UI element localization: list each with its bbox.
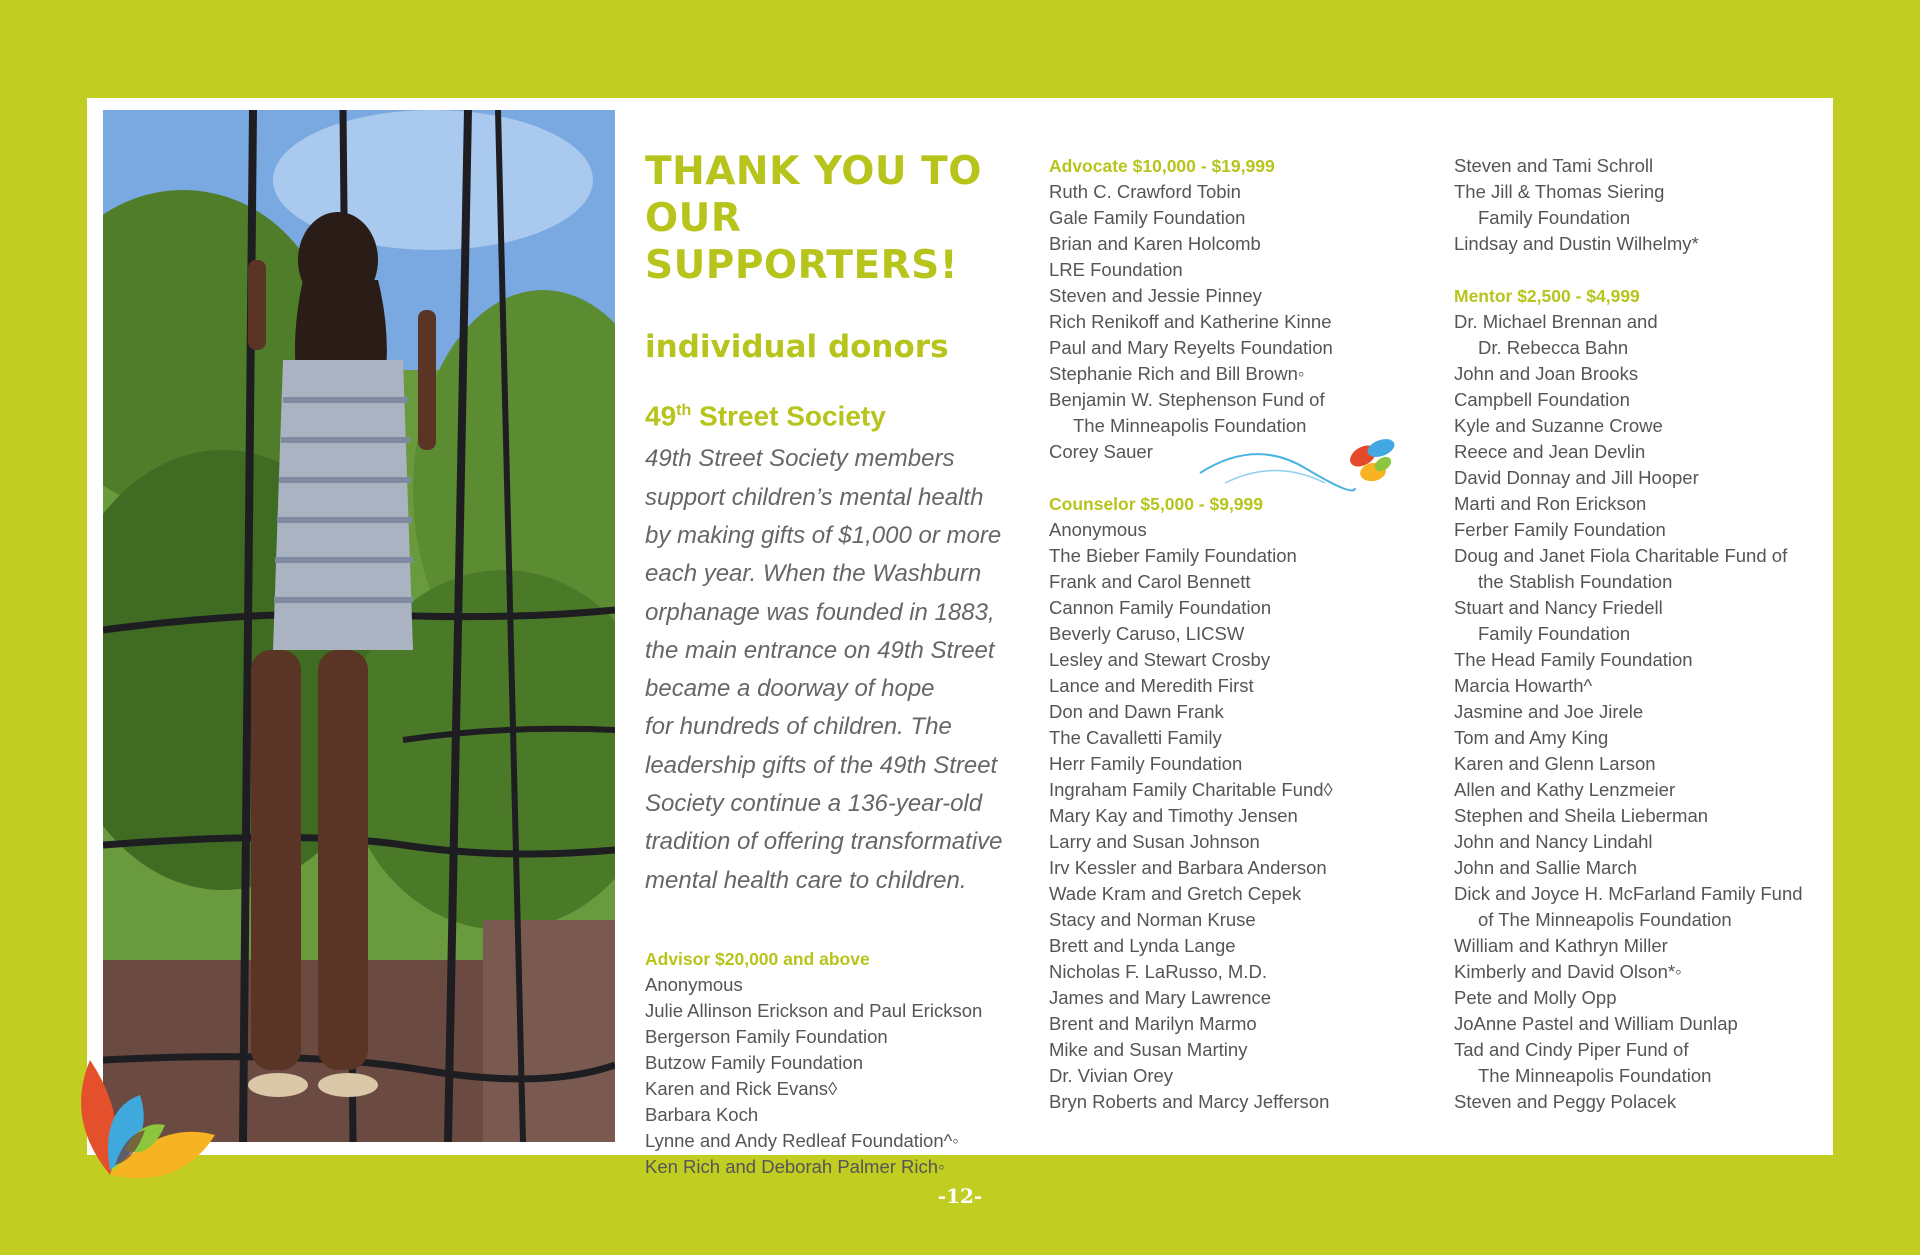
desc-line: orphanage was founded in 1883,: [645, 598, 995, 626]
donor-name: Brian and Karen Holcomb: [1049, 233, 1261, 254]
donor-name: Pete and Molly Opp: [1454, 987, 1617, 1008]
donor-name: Mike and Susan Martiny: [1049, 1039, 1248, 1060]
brochure-page: [87, 98, 1833, 1177]
donor-name-continuation: Family Foundation: [1478, 207, 1631, 228]
donor-name-continuation: The Minneapolis Foundation: [1073, 415, 1307, 436]
donor-name: Lindsay and Dustin Wilhelmy*: [1454, 233, 1699, 254]
headline-line-2: OUR SUPPORTERS!: [645, 196, 959, 288]
society-title-rest: Street Society: [699, 400, 886, 432]
donor-name: David Donnay and Jill Hooper: [1454, 467, 1699, 488]
donor-name: Lynne and Andy Redleaf Foundation^◦: [645, 1129, 959, 1151]
tier-advocate: [1049, 153, 1439, 465]
donor-name-line: Benjamin W. Stephenson Fund of: [1049, 389, 1325, 410]
tier-heading: Advocate $10,000 - $19,999: [1049, 156, 1275, 176]
donor-name: JoAnne Pastel and William Dunlap: [1454, 1013, 1738, 1034]
donor-name: Don and Dawn Frank: [1049, 701, 1224, 722]
donor-name: Cannon Family Foundation: [1049, 597, 1272, 618]
donor-name: William and Kathryn Miller: [1454, 935, 1668, 956]
donor-name: Nicholas F. LaRusso, M.D.: [1049, 961, 1267, 982]
donor-name: Rich Renikoff and Katherine Kinne: [1049, 311, 1332, 332]
donor-name: Marti and Ron Erickson: [1454, 493, 1647, 514]
donor-name: John and Nancy Lindahl: [1454, 831, 1653, 852]
society-title-sup: th: [676, 402, 692, 419]
donor-name: Steven and Tami Schroll: [1454, 155, 1654, 176]
donor-name: Corey Sauer: [1049, 441, 1153, 462]
donor-name: [1454, 1037, 1824, 1089]
donor-name: Gale Family Foundation: [1049, 207, 1246, 228]
girl-climbing-rope-photo: [103, 110, 615, 1142]
donor-name-continuation: Dr. Rebecca Bahn: [1478, 337, 1629, 358]
donor-list: [645, 972, 1025, 1180]
donor-name: Bryn Roberts and Marcy Jefferson: [1049, 1091, 1330, 1112]
donor-name: Lesley and Stewart Crosby: [1049, 649, 1271, 670]
donor-name-line: Tad and Cindy Piper Fund of: [1454, 1039, 1689, 1060]
donor-name: Campbell Foundation: [1454, 389, 1630, 410]
donor-name: Ingraham Family Charitable Fund◊: [1049, 779, 1333, 800]
society-title: [645, 393, 1025, 434]
column-intro: [645, 148, 1025, 1206]
tier-counselor-continued: [1454, 153, 1824, 257]
donor-name-continuation: Family Foundation: [1478, 623, 1631, 644]
donor-name: Karen and Rick Evans◊: [645, 1077, 838, 1099]
donor-name: Jasmine and Joe Jirele: [1454, 701, 1644, 722]
donor-name: Marcia Howarth^: [1454, 675, 1593, 696]
donor-name: Karen and Glenn Larson: [1454, 753, 1656, 774]
donor-name: [1454, 179, 1824, 231]
donor-name: Steven and Peggy Polacek: [1454, 1091, 1677, 1112]
donor-name-continuation: The Minneapolis Foundation: [1478, 1065, 1712, 1086]
desc-line: by making gifts of $1,000 or more: [645, 521, 1002, 549]
desc-line: became a doorway of hope: [645, 675, 935, 703]
donor-name: Beverly Caruso, LICSW: [1049, 623, 1245, 644]
tier-heading: Advisor $20,000 and above: [645, 948, 870, 969]
page-number: -12-: [937, 1184, 983, 1208]
donor-name: Steven and Jessie Pinney: [1049, 285, 1262, 306]
donor-name: Reece and Jean Devlin: [1454, 441, 1646, 462]
donor-list: [1454, 153, 1824, 257]
donor-name: The Head Family Foundation: [1454, 649, 1693, 670]
desc-line: Society continue a 136-year-old: [645, 790, 983, 817]
section-subhead: individual donors: [645, 329, 949, 365]
leaf-logo-icon: [70, 1050, 220, 1190]
donor-name: Lance and Meredith First: [1049, 675, 1254, 696]
donor-name: Julie Allinson Erickson and Paul Erickson: [645, 999, 983, 1021]
desc-line: the main entrance on 49th Street: [645, 636, 995, 664]
page-headline: [645, 148, 1025, 289]
donor-name: [1454, 881, 1824, 933]
donor-name: Ruth C. Crawford Tobin: [1049, 181, 1241, 202]
donor-name-line: Doug and Janet Fiola Charitable Fund of: [1454, 545, 1788, 566]
column-advocate-counselor: [1049, 153, 1439, 1141]
donor-name: Ken Rich and Deborah Palmer Rich◦: [645, 1155, 945, 1177]
donor-name: The Cavalletti Family: [1049, 727, 1222, 748]
photo-illustration: [103, 110, 615, 1142]
donor-name-line: Stuart and Nancy Friedell: [1454, 597, 1663, 618]
donor-name: Larry and Susan Johnson: [1049, 831, 1260, 852]
donor-name: Stephanie Rich and Bill Brown◦: [1049, 363, 1305, 384]
desc-line: 49th Street Society members: [645, 445, 955, 473]
donor-name: Anonymous: [645, 973, 743, 995]
donor-name: Wade Kram and Gretch Cepek: [1049, 883, 1302, 904]
donor-list: [1049, 179, 1439, 465]
headline-line-1: THANK YOU TO: [645, 149, 982, 194]
desc-line: each year. When the Washburn: [645, 560, 982, 588]
donor-name: Barbara Koch: [645, 1103, 759, 1125]
donor-name: [1454, 543, 1824, 595]
donor-name: Herr Family Foundation: [1049, 753, 1243, 774]
donor-name-line: Dick and Joyce H. McFarland Family Fund: [1454, 883, 1803, 904]
society-description: [645, 440, 1025, 900]
donor-name: Anonymous: [1049, 519, 1147, 540]
tier-advisor: [645, 946, 1025, 1180]
donor-name-line: The Jill & Thomas Siering: [1454, 181, 1665, 202]
donor-name: Frank and Carol Bennett: [1049, 571, 1251, 592]
donor-name: Kimberly and David Olson*◦: [1454, 961, 1682, 982]
donor-name: Stacy and Norman Kruse: [1049, 909, 1256, 930]
donor-name-line: Dr. Michael Brennan and: [1454, 311, 1658, 332]
donor-name: Mary Kay and Timothy Jensen: [1049, 805, 1298, 826]
desc-line: for hundreds of children. The: [645, 713, 952, 741]
donor-name-continuation: the Stablish Foundation: [1478, 571, 1673, 592]
donor-name: [1454, 309, 1824, 361]
donor-name: Kyle and Suzanne Crowe: [1454, 415, 1663, 436]
donor-name: Paul and Mary Reyelts Foundation: [1049, 337, 1333, 358]
donor-name: Bergerson Family Foundation: [645, 1025, 888, 1047]
column-mentor: [1454, 153, 1824, 1141]
tier-mentor: [1454, 283, 1824, 1115]
donor-name: [1454, 595, 1824, 647]
desc-line: tradition of offering transformative: [645, 828, 1003, 856]
donor-list: [1049, 517, 1439, 1115]
donor-name: LRE Foundation: [1049, 259, 1183, 280]
donor-name: Tom and Amy King: [1454, 727, 1609, 748]
donor-name: Stephen and Sheila Lieberman: [1454, 805, 1709, 826]
donor-name: James and Mary Lawrence: [1049, 987, 1272, 1008]
donor-name: Brent and Marilyn Marmo: [1049, 1013, 1257, 1034]
donor-name: Butzow Family Foundation: [645, 1051, 863, 1073]
desc-line: leadership gifts of the 49th Street: [645, 751, 998, 779]
donor-name: The Bieber Family Foundation: [1049, 545, 1297, 566]
donor-name: John and Joan Brooks: [1454, 363, 1639, 384]
donor-name: Allen and Kathy Lenzmeier: [1454, 779, 1676, 800]
tier-heading: Counselor $5,000 - $9,999: [1049, 494, 1263, 514]
tier-heading: Mentor $2,500 - $4,999: [1454, 286, 1640, 306]
donor-name: Brett and Lynda Lange: [1049, 935, 1236, 956]
donor-list: [1454, 309, 1824, 1115]
society-title-number: 49: [645, 400, 677, 432]
donor-name: Irv Kessler and Barbara Anderson: [1049, 857, 1327, 878]
desc-line: support children’s mental health: [645, 483, 984, 511]
donor-name: Dr. Vivian Orey: [1049, 1065, 1174, 1086]
donor-name: Ferber Family Foundation: [1454, 519, 1666, 540]
donor-name-continuation: of The Minneapolis Foundation: [1478, 909, 1732, 930]
desc-line: mental health care to children.: [645, 866, 967, 894]
butterfly-swoosh-icon: [1195, 428, 1405, 508]
donor-name: John and Sallie March: [1454, 857, 1638, 878]
tier-counselor: [1049, 491, 1439, 1115]
